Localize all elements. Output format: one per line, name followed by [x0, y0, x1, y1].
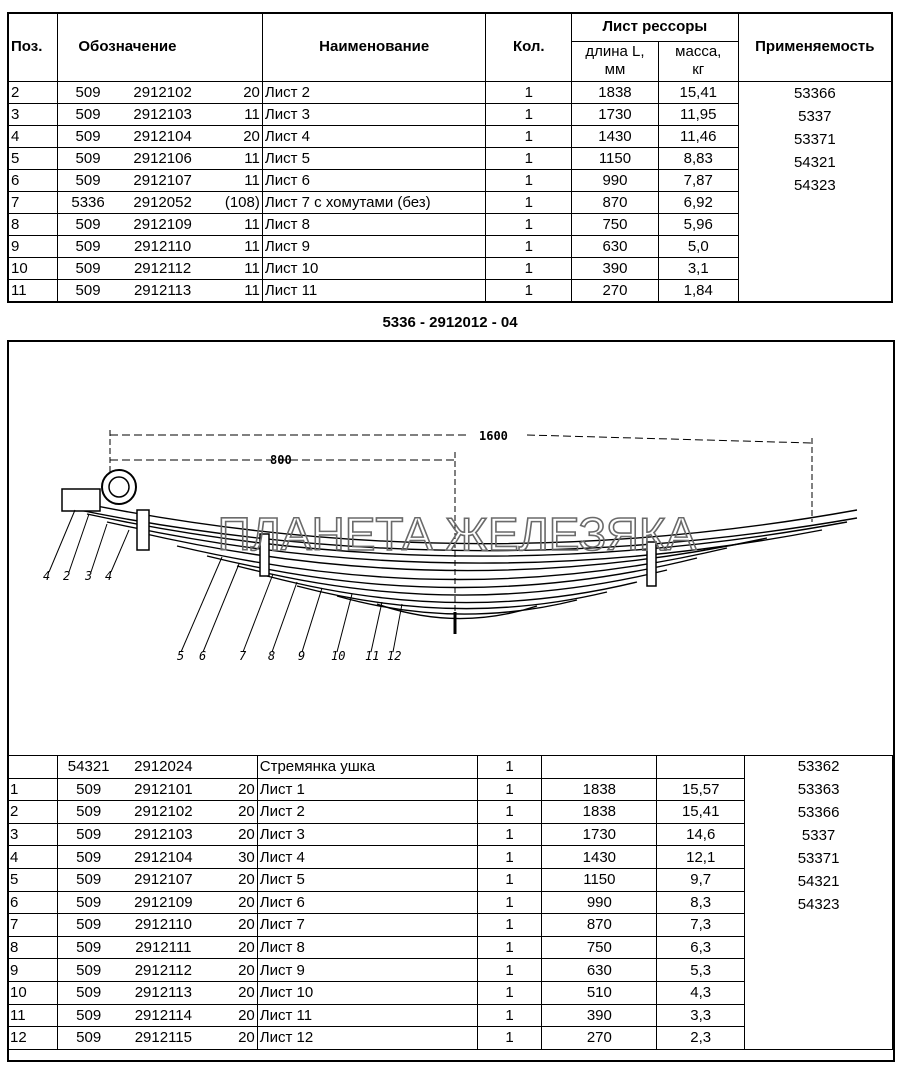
cell-designation-prefix: 509	[58, 235, 118, 257]
cell-mass: 6,3	[657, 936, 745, 959]
header-pos: Поз.	[8, 13, 58, 81]
cell-length: 1730	[542, 823, 657, 846]
cell-name: Лист 5	[257, 868, 477, 891]
cell-name: Лист 10	[262, 257, 486, 279]
cell-designation-suffix: 20	[207, 801, 257, 824]
table-row	[8, 81, 892, 103]
cell-designation-number: 2912115	[119, 1027, 207, 1050]
cell-name: Лист 3	[257, 823, 477, 846]
cell-qty: 1	[477, 801, 542, 824]
applicability-model: 54321	[797, 873, 840, 890]
applicability-model: 54323	[793, 176, 836, 194]
cell-length: 630	[572, 235, 659, 257]
cell-designation-prefix: 509	[58, 279, 118, 302]
callout-4b: 4	[105, 569, 113, 583]
callout-12: 12	[387, 649, 402, 663]
cell-length: 630	[542, 959, 657, 982]
cell-pos: 2	[8, 801, 58, 824]
watermark: ПЛАНЕТА ЖЕЛЕЗЯКА	[217, 508, 697, 560]
applicability-model: 53363	[797, 781, 840, 798]
cell-pos: 7	[8, 914, 58, 937]
cell-designation-prefix: 509	[57, 801, 119, 824]
cell-pos: 12	[8, 1027, 58, 1050]
cell-designation-number: 2912114	[119, 1004, 207, 1027]
cell-pos: 11	[8, 1004, 58, 1027]
cell-qty: 1	[486, 191, 572, 213]
cell-name: Лист 2	[257, 801, 477, 824]
header-applicability: Применяемость	[738, 13, 892, 81]
cell-designation-number: 2912112	[119, 959, 207, 982]
cell-designation-prefix: 509	[57, 936, 119, 959]
cell-mass: 11,46	[658, 125, 738, 147]
header-length: длина L, мм	[572, 41, 659, 81]
cell-mass: 15,41	[658, 81, 738, 103]
cell-mass: 9,7	[657, 868, 745, 891]
callout-9: 9	[298, 649, 306, 663]
cell-designation-suffix: 20	[207, 914, 257, 937]
cell-mass: 2,3	[657, 1027, 745, 1050]
cell-name: Лист 5	[262, 147, 486, 169]
cell-length: 750	[542, 936, 657, 959]
cell-designation-prefix: 509	[57, 1004, 119, 1027]
cell-qty: 1	[486, 81, 572, 103]
cell-mass: 3,3	[657, 1004, 745, 1027]
callout-5: 5	[177, 649, 185, 663]
cell-name: Лист 1	[257, 778, 477, 801]
cell-designation-prefix: 509	[58, 257, 118, 279]
header-designation: Обозначение	[58, 13, 262, 81]
cell-designation-suffix: 20	[207, 1004, 257, 1027]
cell-designation-number: 2912104	[119, 846, 207, 869]
cell-mass: 7,87	[658, 169, 738, 191]
cell-designation-prefix: 509	[57, 891, 119, 914]
cell-pos: 8	[8, 936, 58, 959]
cell-pos: 11	[8, 279, 58, 302]
cell-pos: 3	[8, 823, 58, 846]
cell-mass: 6,92	[658, 191, 738, 213]
cell-pos: 9	[8, 959, 58, 982]
cell-length: 750	[572, 213, 659, 235]
cell-name: Лист 3	[262, 103, 486, 125]
cell-pos: 3	[8, 103, 58, 125]
cell-mass: 8,3	[657, 891, 745, 914]
cell-designation-number: 2912111	[119, 936, 207, 959]
cell-designation-suffix: 20	[207, 868, 257, 891]
cell-qty: 1	[477, 1027, 542, 1050]
cell-designation-number: 2912113	[118, 279, 208, 302]
cell-designation-suffix: 11	[208, 257, 263, 279]
cell-designation-prefix: 509	[57, 846, 119, 869]
cell-qty: 1	[477, 959, 542, 982]
cell-name: Лист 2	[262, 81, 486, 103]
cell-designation-prefix: 509	[57, 959, 119, 982]
cell-name: Лист 7 с хомутами (без)	[262, 191, 486, 213]
cell-pos: 6	[8, 169, 58, 191]
cell-designation-prefix: 509	[57, 914, 119, 937]
cell-mass: 3,1	[658, 257, 738, 279]
cell-qty: 1	[477, 981, 542, 1004]
cell-designation-suffix: 11	[208, 103, 263, 125]
cell-length: 870	[572, 191, 659, 213]
cell-designation-suffix: (108)	[208, 191, 263, 213]
header-name: Наименование	[262, 13, 486, 81]
cell-qty: 1	[477, 914, 542, 937]
cell-designation-suffix	[207, 756, 257, 779]
cell-name: Лист 6	[262, 169, 486, 191]
cell-designation-prefix: 509	[57, 981, 119, 1004]
cell-qty: 1	[477, 756, 542, 779]
cell-designation-number: 2912110	[119, 914, 207, 937]
cell-qty: 1	[486, 257, 572, 279]
cell-length: 990	[542, 891, 657, 914]
cell-designation-number: 2912107	[119, 868, 207, 891]
applicability-model: 53366	[797, 804, 840, 821]
cell-designation-suffix: 20	[207, 778, 257, 801]
callout-3: 3	[85, 569, 93, 583]
cell-designation-suffix: 20	[208, 81, 263, 103]
cell-qty: 1	[477, 936, 542, 959]
applicability-model: 5337	[801, 827, 836, 844]
cell-designation-prefix: 509	[58, 103, 118, 125]
cell-pos: 9	[8, 235, 58, 257]
cell-qty: 1	[477, 823, 542, 846]
cell-pos: 10	[8, 257, 58, 279]
cell-length: 270	[542, 1027, 657, 1050]
cell-designation-suffix: 11	[208, 279, 263, 302]
cell-pos: 7	[8, 191, 58, 213]
cell-designation-prefix: 5336	[58, 191, 118, 213]
cell-qty: 1	[477, 846, 542, 869]
cell-qty: 1	[486, 103, 572, 125]
callout-8: 8	[268, 649, 276, 663]
cell-designation-suffix: 20	[208, 125, 263, 147]
cell-pos	[8, 756, 58, 779]
cell-name: Лист 7	[257, 914, 477, 937]
cell-length: 870	[542, 914, 657, 937]
cell-pos: 8	[8, 213, 58, 235]
cell-pos: 2	[8, 81, 58, 103]
callout-10: 10	[331, 649, 346, 663]
cell-designation-prefix: 54321	[57, 756, 119, 779]
cell-designation-number: 2912102	[118, 81, 208, 103]
cell-designation-suffix: 20	[207, 823, 257, 846]
applicability-list	[738, 81, 892, 302]
cell-mass: 15,57	[657, 778, 745, 801]
cell-pos: 6	[8, 891, 58, 914]
cell-designation-suffix: 20	[207, 891, 257, 914]
cell-mass: 15,41	[657, 801, 745, 824]
cell-designation-number: 2912102	[119, 801, 207, 824]
cell-designation-number: 2912106	[118, 147, 208, 169]
cell-designation-suffix: 20	[207, 981, 257, 1004]
applicability-model: 54323	[797, 896, 840, 913]
cell-pos: 5	[8, 868, 58, 891]
cell-designation-prefix: 509	[58, 125, 118, 147]
cell-name: Лист 8	[257, 936, 477, 959]
cell-designation-number: 2912109	[118, 213, 208, 235]
cell-designation-number: 2912109	[119, 891, 207, 914]
applicability-model: 5337	[798, 107, 832, 125]
cell-name: Лист 8	[262, 213, 486, 235]
cell-designation-suffix: 20	[207, 1027, 257, 1050]
cell-pos: 1	[8, 778, 58, 801]
applicability-model: 53371	[797, 850, 840, 867]
cell-designation-number: 2912112	[118, 257, 208, 279]
cell-length: 390	[572, 257, 659, 279]
cell-qty: 1	[477, 868, 542, 891]
cell-length: 510	[542, 981, 657, 1004]
cell-length: 1730	[572, 103, 659, 125]
cell-qty: 1	[486, 213, 572, 235]
cell-designation-number: 2912024	[119, 756, 207, 779]
cell-name: Лист 6	[257, 891, 477, 914]
cell-length: 990	[572, 169, 659, 191]
header-mass: масса, кг	[658, 41, 738, 81]
cell-mass	[657, 756, 745, 779]
cell-designation-prefix: 509	[57, 1027, 119, 1050]
cell-designation-number: 2912113	[119, 981, 207, 1004]
header-qty: Кол.	[486, 13, 572, 81]
cell-designation-suffix: 20	[207, 936, 257, 959]
cell-designation-number: 2912101	[119, 778, 207, 801]
cell-designation-prefix: 509	[57, 778, 119, 801]
cell-qty: 1	[477, 1004, 542, 1027]
cell-length: 1150	[542, 868, 657, 891]
cell-designation-suffix: 20	[207, 959, 257, 982]
cell-designation-suffix: 11	[208, 169, 263, 191]
cell-designation-number: 2912104	[118, 125, 208, 147]
cell-mass: 14,6	[657, 823, 745, 846]
cell-length: 390	[542, 1004, 657, 1027]
cell-name: Лист 11	[257, 1004, 477, 1027]
applicability-model: 53362	[797, 758, 840, 775]
cell-designation-prefix: 509	[58, 169, 118, 191]
cell-mass: 1,84	[658, 279, 738, 302]
cell-name: Лист 9	[257, 959, 477, 982]
assembly-number: 5336 - 2912012 - 04	[382, 314, 518, 331]
cell-name: Стремянка ушка	[257, 756, 477, 779]
cell-length: 1430	[542, 846, 657, 869]
cell-pos: 4	[8, 125, 58, 147]
cell-qty: 1	[477, 891, 542, 914]
applicability-list	[745, 756, 893, 1050]
applicability-model: 54321	[793, 153, 836, 171]
cell-length: 1838	[572, 81, 659, 103]
dim-total: 1600	[479, 429, 508, 443]
cell-designation-suffix: 11	[208, 213, 263, 235]
applicability-model: 53366	[793, 84, 836, 102]
callout-4a: 4	[43, 569, 51, 583]
cell-qty: 1	[486, 147, 572, 169]
cell-qty: 1	[486, 235, 572, 257]
cell-designation-prefix: 509	[58, 81, 118, 103]
callout-11: 11	[365, 649, 380, 663]
cell-qty: 1	[486, 169, 572, 191]
cell-qty: 1	[486, 279, 572, 302]
cell-designation-prefix: 509	[58, 213, 118, 235]
cell-designation-suffix: 30	[207, 846, 257, 869]
cell-designation-prefix: 509	[57, 868, 119, 891]
applicability-model: 53371	[793, 130, 836, 148]
cell-name: Лист 4	[257, 846, 477, 869]
cell-name: Лист 9	[262, 235, 486, 257]
callout-6: 6	[199, 649, 207, 663]
cell-mass: 5,0	[658, 235, 738, 257]
cell-mass: 12,1	[657, 846, 745, 869]
cell-designation-number: 2912052	[118, 191, 208, 213]
cell-name: Лист 4	[262, 125, 486, 147]
cell-pos: 5	[8, 147, 58, 169]
cell-designation-number: 2912110	[118, 235, 208, 257]
cell-mass: 11,95	[658, 103, 738, 125]
cell-designation-number: 2912103	[119, 823, 207, 846]
dim-half: 800	[270, 453, 292, 467]
cell-qty: 1	[477, 778, 542, 801]
cell-mass: 5,3	[657, 959, 745, 982]
cell-length: 1838	[542, 778, 657, 801]
cell-length: 270	[572, 279, 659, 302]
parts-table-2	[7, 755, 893, 1050]
cell-length	[542, 756, 657, 779]
callout-2: 2	[63, 569, 71, 583]
cell-length: 1150	[572, 147, 659, 169]
cell-designation-suffix: 11	[208, 235, 263, 257]
cell-designation-prefix: 509	[58, 147, 118, 169]
header-sheet-group: Лист рессоры	[572, 13, 739, 41]
cell-name: Лист 12	[257, 1027, 477, 1050]
cell-mass: 7,3	[657, 914, 745, 937]
cell-qty: 1	[486, 125, 572, 147]
cell-name: Лист 11	[262, 279, 486, 302]
cell-designation-number: 2912107	[118, 169, 208, 191]
table-row	[8, 756, 893, 779]
cell-designation-suffix: 11	[208, 147, 263, 169]
cell-length: 1430	[572, 125, 659, 147]
cell-mass: 4,3	[657, 981, 745, 1004]
parts-table-1	[7, 12, 893, 303]
cell-designation-number: 2912103	[118, 103, 208, 125]
cell-mass: 5,96	[658, 213, 738, 235]
cell-pos: 4	[8, 846, 58, 869]
spring-drawing	[7, 342, 893, 750]
cell-mass: 8,83	[658, 147, 738, 169]
cell-name: Лист 10	[257, 981, 477, 1004]
cell-designation-prefix: 509	[57, 823, 119, 846]
cell-pos: 10	[8, 981, 58, 1004]
callout-7: 7	[239, 649, 247, 663]
cell-length: 1838	[542, 801, 657, 824]
